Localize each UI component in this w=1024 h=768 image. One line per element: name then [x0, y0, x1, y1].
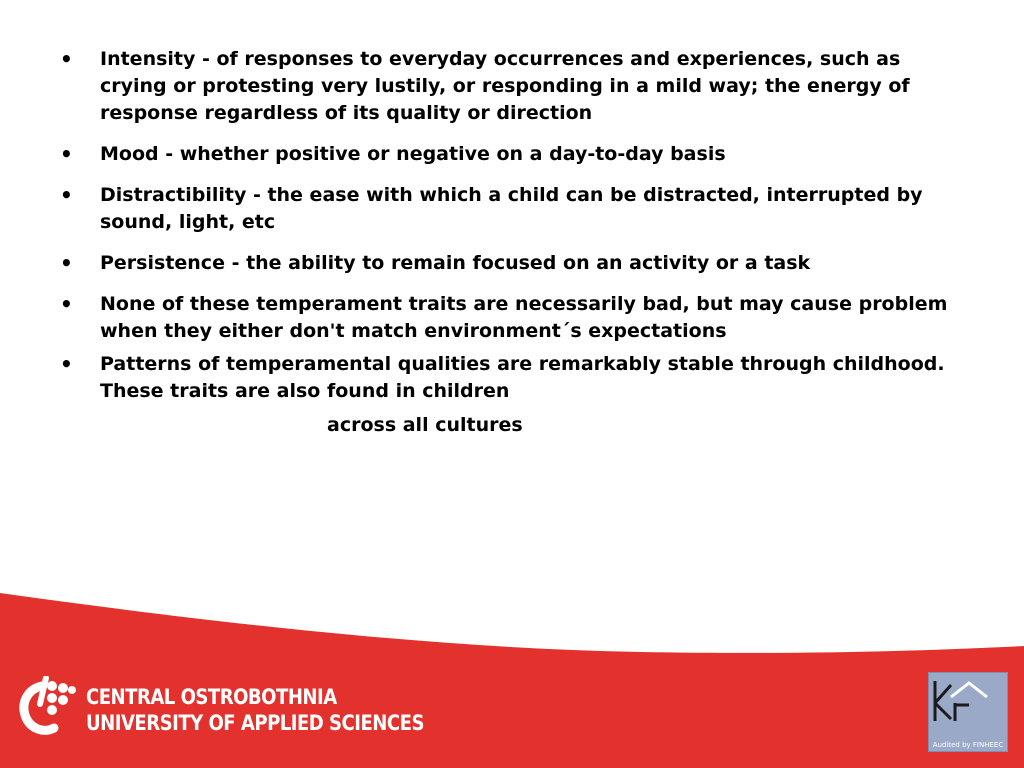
bullet-icon: •: [60, 292, 73, 316]
bullet-continuation-text: across all cultures: [327, 414, 523, 436]
bullet-text: Distractibility - the ease with which a child can be distracted, interrupted by sound, light, etc: [100, 184, 923, 233]
bullet-icon: •: [60, 251, 73, 275]
university-name: [86, 684, 424, 736]
bullet-icon: •: [60, 47, 73, 71]
university-name-line1: CENTRAL OSTROBOTHNIA: [86, 685, 337, 709]
bullet-icon: •: [60, 183, 73, 207]
university-name-line2: UNIVERSITY OF APPLIED SCIENCES: [86, 711, 424, 735]
bullet-icon: •: [60, 352, 73, 376]
audit-badge: [928, 672, 1008, 752]
bullet-icon: •: [60, 142, 73, 166]
university-logo-icon: [16, 676, 78, 738]
bullet-text: Mood - whether positive or negative on a day-to-day basis: [100, 143, 726, 165]
bullet-text: None of these temperament traits are necessarily bad, but may cause problem when they either don't match environment´s expectations: [100, 293, 948, 342]
audit-label: Audited by FINHEEC: [932, 741, 1004, 749]
bullet-text: Intensity - of responses to everyday occurrences and experiences, such as crying or protesting very lustily, or responding in a mild way; the energy of response regardless of its quality or direction: [100, 48, 910, 124]
bullet-text: Patterns of temperamental qualities are remarkably stable through childhood. These traits are also found in children: [100, 353, 945, 402]
bullet-text: Persistence - the ability to remain focused on an activity or a task: [100, 252, 811, 274]
